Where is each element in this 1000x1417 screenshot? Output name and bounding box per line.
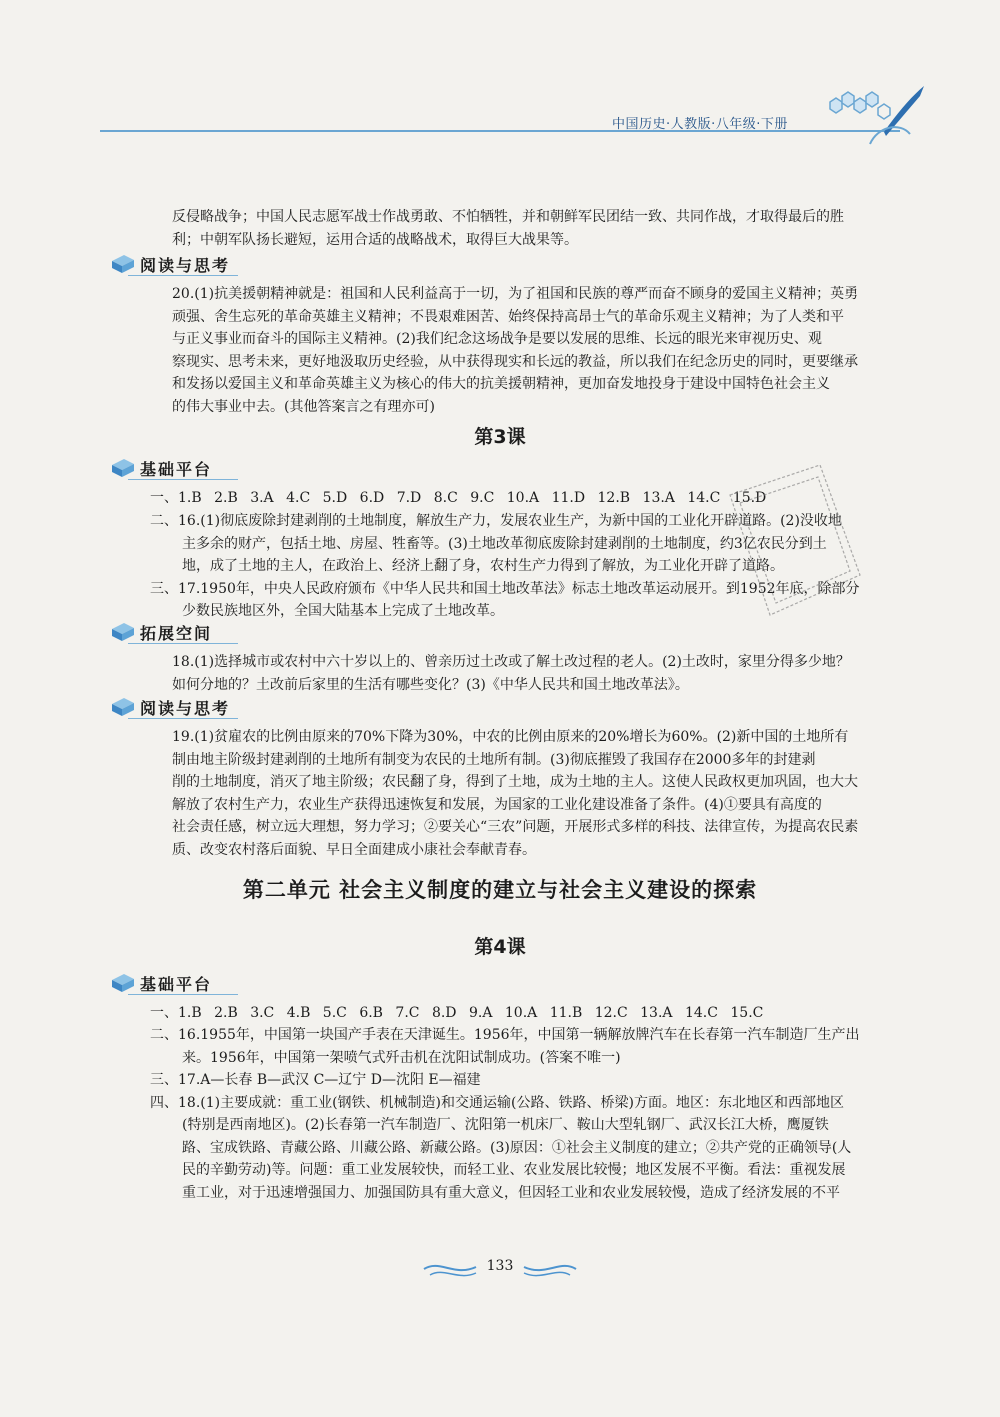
text-line: 重工业，对于迅速增强国力、加强国防具有重大意义，但因轻工业和农业发展较慢，造成了经济发展的不平 (182, 1184, 840, 1201)
book-block-icon (110, 621, 136, 643)
section-underline (128, 275, 238, 276)
section-heading-reading (110, 251, 230, 277)
book-block-icon (110, 696, 136, 718)
text-line: 制由地主阶级封建剥削的土地所有制变为农民的土地所有制。(3)彻底摧毁了我国存在2000多年的封建剥 (172, 751, 816, 768)
section-heading-basic-2 (110, 970, 212, 996)
header-title: 中国历史·人教版·八年级·下册 (612, 117, 788, 132)
intro-paragraph (172, 206, 882, 251)
answer-20 (172, 283, 882, 418)
text-line: 顽强、舍生忘死的革命英雄主义精神；不畏艰难困苦、始终保持高昂士气的革命乐观主义精神；为了人类和平 (172, 308, 844, 325)
text-line: 反侵略战争；中国人民志愿军战士作战勇敢、不怕牺牲，并和朝鲜军民团结一致、共同作战，才取得最后的胜 (172, 209, 844, 225)
unit-2-title: 第二单元 社会主义制度的建立与社会主义建设的探索 (242, 878, 758, 902)
text-line: 来。1956年，中国第一架喷气式歼击机在沈阳试制成功。(答案不唯一) (182, 1049, 621, 1066)
text-line: (特别是西南地区)。(2)长春第一汽车制造厂、沈阳第一机床厂、鞍山大型轧钢厂、武汉长江大桥，鹰厦铁 (182, 1117, 829, 1133)
text-line: 利；中朝军队扬长避短，运用合适的战略战术，取得巨大战果等。 (172, 231, 578, 248)
text-line: 四、18.(1)主要成就：重工业(钢铁、机械制造)和交通运输(公路、铁路、桥梁)方面。地区：东北地区和西部地区 (150, 1094, 844, 1111)
text-line: 地，成了土地的主人，在政治上、经济上翻了身，农村生产力得到了解放，为工业化开辟了道路。 (182, 558, 784, 574)
section-heading-basic (110, 455, 212, 481)
text-line: 察现实、思考未来，更好地汲取历史经验，从中获得现实和长远的教益，所以我们在纪念历史的同时，更要继承 (172, 353, 858, 370)
section-label: 基础平台 (140, 459, 213, 479)
text-line: 20.(1)抗美援朝精神就是：祖国和人民利益高于一切，为了祖国和民族的尊严而奋不顾身的爱国主义精神；英勇 (172, 286, 859, 302)
section-heading-expand (110, 619, 212, 645)
text-line: 民的辛勤劳动)等。问题：重工业发展较快，而轻工业、农业发展比较慢；地区发展不平衡。看法：重视发展 (182, 1162, 846, 1178)
text-line: 三、17.A—长春 B—武汉 C—辽宁 D—沈阳 E—福建 (150, 1072, 481, 1088)
text-line: 和发扬以爱国主义和革命英雄主义为核心的伟大的抗美援朝精神，更加奋发地投身于建设中国特色社会主义 (172, 376, 830, 392)
text-line: 18.(1)选择城市或农村中六十岁以上的、曾亲历过土改或了解土改过程的老人。(2)土改时，家里分得多少地？ (172, 654, 850, 670)
stamp-seal-icon (700, 455, 870, 635)
choice-answers-lesson-4: 一、1.B 2.B 3.C 4.B 5.C 6.B 7.C 8.D 9.A 10.A 11.B 12.C 13.A 14.C 15.C (150, 1005, 764, 1021)
text-line: 路、宝成铁路、青藏公路、川藏公路、新藏公路。(3)原因：①社会主义制度的建立；②共产党的正确领导(人 (182, 1139, 852, 1156)
text-line: 少数民族地区外，全国大陆基本上完成了土地改革。 (182, 603, 504, 619)
answer-18 (172, 651, 882, 696)
book-block-icon (110, 253, 136, 275)
text-line: 社会责任感，树立远大理想，努力学习；②要关心“三农”问题，开展形式多样的科技、法律宣传，为提高农民素 (172, 819, 859, 835)
text-line: 三、17.1950年，中央人民政府颁布《中华人民共和国土地改革法》标志土地改革运动展开。到1952年底，除部分 (150, 580, 860, 597)
section-underline (128, 994, 238, 995)
section-label: 拓展空间 (140, 623, 213, 643)
section-label: 阅读与思考 (140, 698, 231, 718)
section-heading-reading-2 (110, 694, 230, 720)
text-line: 19.(1)贫雇农的比例由原来的70%下降为30%，中农的比例由原来的20%增长为60%。(2)新中国的土地所有 (172, 729, 849, 745)
book-block-icon (110, 457, 136, 479)
text-line: 与正义事业而奋斗的国际主义精神。(2)我们纪念这场战争是要以发展的思维、长远的眼光来审视历史、观 (172, 331, 822, 347)
book-block-icon (110, 972, 136, 994)
hexagon-pen-logo-icon (808, 82, 928, 152)
section-label: 阅读与思考 (140, 255, 231, 275)
text-line: 质、改变农村落后面貌、早日全面建成小康社会奉献青春。 (172, 841, 536, 858)
section-underline (128, 643, 238, 644)
answers-16-18 (150, 1024, 882, 1204)
text-line: 削的土地制度，消灭了地主阶级；农民翻了身，得到了土地，成为土地的主人。这使人民政权更加巩固，也大大 (172, 774, 858, 790)
text-line: 二、16.(1)彻底废除封建剥削的土地制度，解放生产力，发展农业生产，为新中国的工业化开辟道路。(2)没收地 (150, 513, 842, 529)
answer-19 (172, 726, 882, 861)
lesson-3-title: 第3课 (474, 426, 526, 448)
section-underline (128, 718, 238, 719)
text-line: 主多余的财产，包括土地、房屋、牲畜等。(3)土地改革彻底废除封建剥削的土地制度，约3亿农民分到土 (182, 535, 827, 552)
lesson-4-title: 第4课 (474, 936, 526, 958)
page-number: 133 (486, 1258, 514, 1274)
text-line: 解放了农村生产力，农业生产获得迅速恢复和发展，为国家的工业化建设准备了条件。(4)①要具有高度的 (172, 796, 822, 813)
section-label: 基础平台 (140, 974, 213, 994)
text-line: 二、16.1955年，中国第一块国产手表在天津诞生。1956年，中国第一辆解放牌汽车在长春第一汽车制造厂生产出 (150, 1027, 860, 1043)
text-line: 如何分地的？土改前后家里的生活有哪些变化？(3)《中华人民共和国土地改革法》。 (172, 676, 689, 693)
section-underline (128, 479, 238, 480)
choice-answers-lesson-3: 一、1.B 2.B 3.A 4.C 5.D 6.D 7.D 8.C 9.C 10.A 11.D 12.B 13.A 14.C 15.D (150, 490, 767, 506)
text-line: 的伟大事业中去。(其他答案言之有理亦可) (172, 398, 435, 415)
